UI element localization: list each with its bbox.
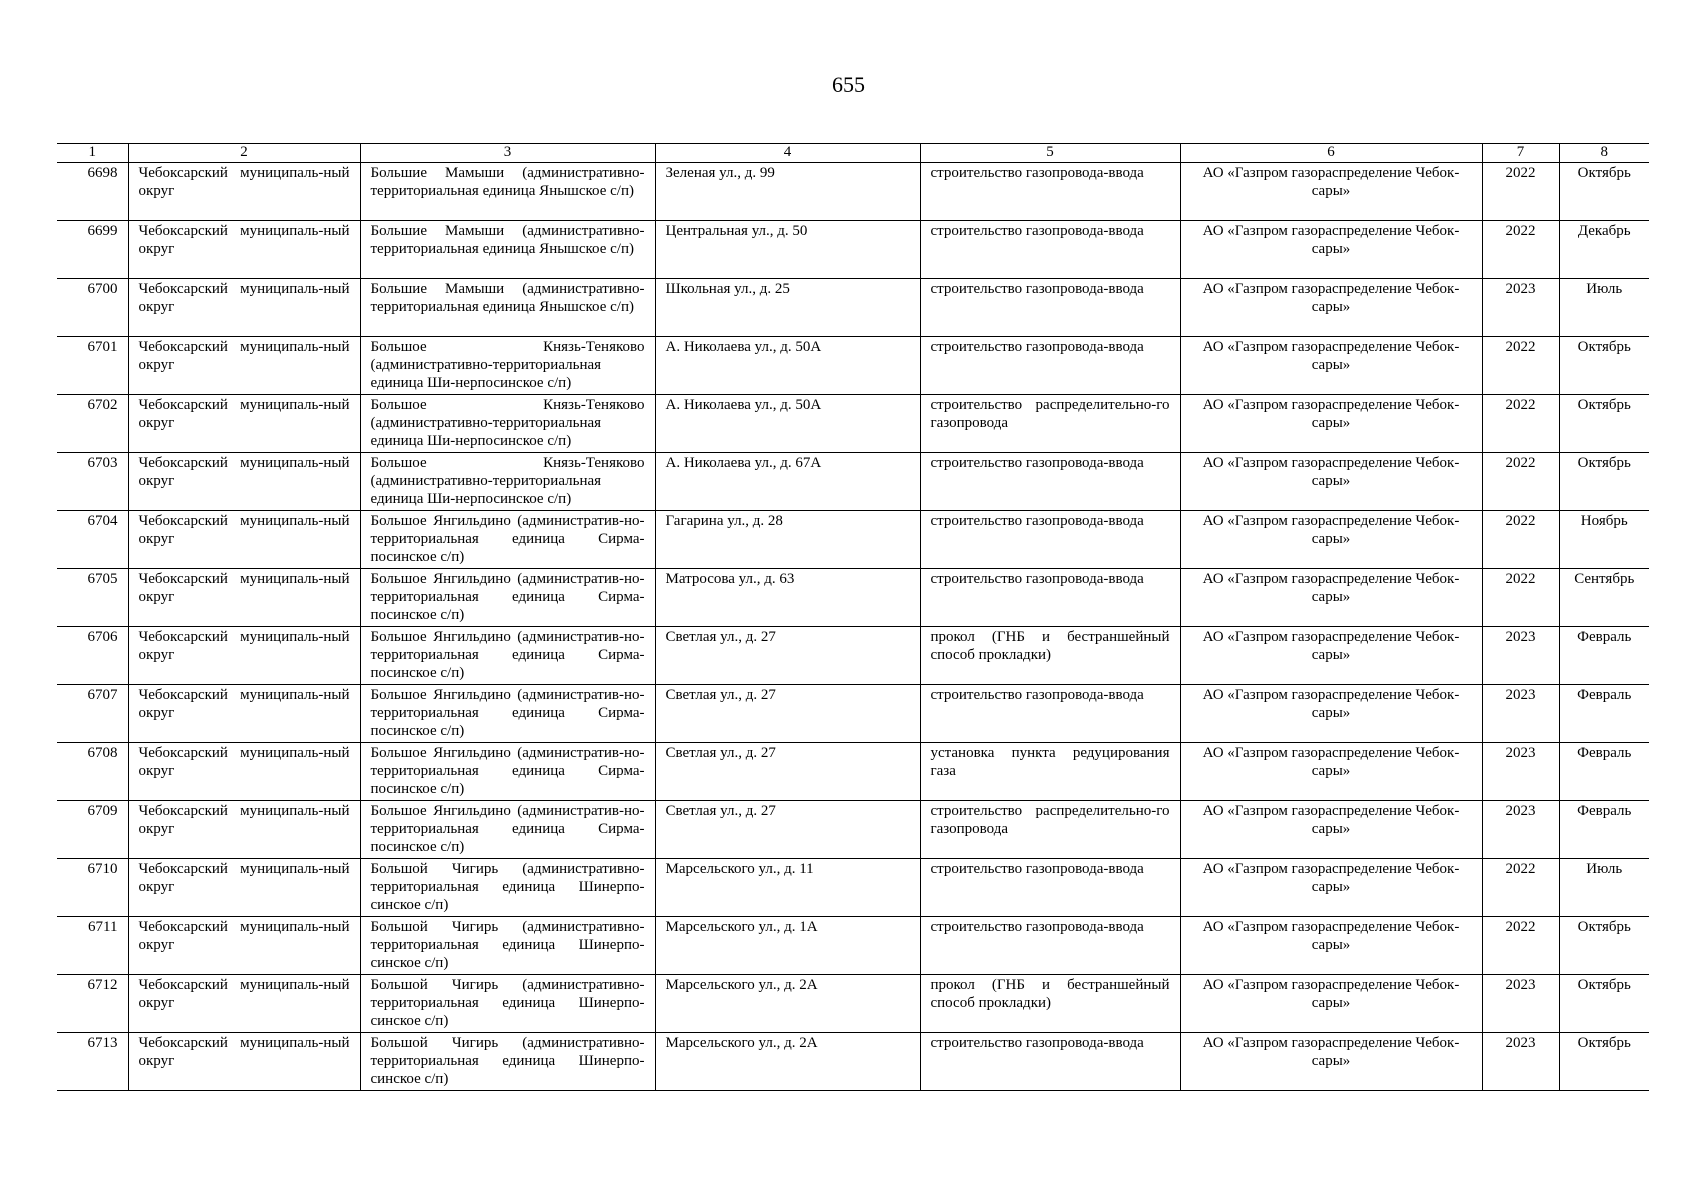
organization-cell: АО «Газпром газораспределение Чебок-сары» bbox=[1180, 279, 1482, 337]
address-cell: Зеленая ул., д. 99 bbox=[655, 163, 920, 221]
gas-works-table bbox=[57, 143, 1649, 1091]
month-cell: Октябрь bbox=[1559, 395, 1649, 453]
table-row bbox=[57, 975, 1649, 1033]
work-type-cell: строительство распределительно-го газопровода bbox=[920, 801, 1180, 859]
district-cell: Чебоксарский муниципаль-ный округ bbox=[128, 743, 360, 801]
organization-cell: АО «Газпром газораспределение Чебок-сары» bbox=[1180, 975, 1482, 1033]
month-cell: Февраль bbox=[1559, 627, 1649, 685]
locality-cell: Большое Князь-Теняково (административно-территориальная единица Ши-нерпосинское с/п) bbox=[360, 453, 655, 511]
district-cell: Чебоксарский муниципаль-ный округ bbox=[128, 917, 360, 975]
organization-cell: АО «Газпром газораспределение Чебок-сары» bbox=[1180, 221, 1482, 279]
month-cell: Октябрь bbox=[1559, 975, 1649, 1033]
locality-cell: Большое Янгильдино (административ-но-территориальная единица Сирма-посинское с/п) bbox=[360, 569, 655, 627]
row-number: 6702 bbox=[57, 395, 128, 453]
address-cell: Марсельского ул., д. 2А bbox=[655, 1033, 920, 1091]
locality-cell: Большое Янгильдино (административ-но-территориальная единица Сирма-посинское с/п) bbox=[360, 627, 655, 685]
work-type-cell: строительство газопровода-ввода bbox=[920, 917, 1180, 975]
year-cell: 2022 bbox=[1482, 221, 1559, 279]
year-cell: 2022 bbox=[1482, 511, 1559, 569]
locality-cell: Большое Янгильдино (административ-но-территориальная единица Сирма-посинское с/п) bbox=[360, 511, 655, 569]
locality-cell: Большой Чигирь (административно-территориальная единица Шинерпо-синское с/п) bbox=[360, 975, 655, 1033]
address-cell: Гагарина ул., д. 28 bbox=[655, 511, 920, 569]
row-number: 6705 bbox=[57, 569, 128, 627]
address-cell: Светлая ул., д. 27 bbox=[655, 685, 920, 743]
locality-cell: Большие Мамыши (административно-территориальная единица Янышское с/п) bbox=[360, 279, 655, 337]
table-row bbox=[57, 859, 1649, 917]
table-row bbox=[57, 279, 1649, 337]
column-header: 7 bbox=[1482, 144, 1559, 163]
district-cell: Чебоксарский муниципаль-ный округ bbox=[128, 221, 360, 279]
table-row bbox=[57, 221, 1649, 279]
column-header: 4 bbox=[655, 144, 920, 163]
row-number: 6703 bbox=[57, 453, 128, 511]
organization-cell: АО «Газпром газораспределение Чебок-сары» bbox=[1180, 569, 1482, 627]
table-row bbox=[57, 569, 1649, 627]
organization-cell: АО «Газпром газораспределение Чебок-сары» bbox=[1180, 743, 1482, 801]
work-type-cell: строительство распределительно-го газопровода bbox=[920, 395, 1180, 453]
table-row bbox=[57, 801, 1649, 859]
month-cell: Октябрь bbox=[1559, 337, 1649, 395]
year-cell: 2023 bbox=[1482, 743, 1559, 801]
column-header: 1 bbox=[57, 144, 128, 163]
address-cell: Матросова ул., д. 63 bbox=[655, 569, 920, 627]
work-type-cell: строительство газопровода-ввода bbox=[920, 569, 1180, 627]
district-cell: Чебоксарский муниципаль-ный округ bbox=[128, 569, 360, 627]
table-row bbox=[57, 395, 1649, 453]
month-cell: Сентябрь bbox=[1559, 569, 1649, 627]
locality-cell: Большой Чигирь (административно-территориальная единица Шинерпо-синское с/п) bbox=[360, 1033, 655, 1091]
district-cell: Чебоксарский муниципаль-ный округ bbox=[128, 163, 360, 221]
table-row bbox=[57, 627, 1649, 685]
row-number: 6710 bbox=[57, 859, 128, 917]
row-number: 6713 bbox=[57, 1033, 128, 1091]
organization-cell: АО «Газпром газораспределение Чебок-сары» bbox=[1180, 511, 1482, 569]
organization-cell: АО «Газпром газораспределение Чебок-сары» bbox=[1180, 627, 1482, 685]
table-row bbox=[57, 743, 1649, 801]
work-type-cell: установка пункта редуцирования газа bbox=[920, 743, 1180, 801]
work-type-cell: строительство газопровода-ввода bbox=[920, 1033, 1180, 1091]
locality-cell: Большое Янгильдино (административ-но-территориальная единица Сирма-посинское с/п) bbox=[360, 685, 655, 743]
row-number: 6699 bbox=[57, 221, 128, 279]
month-cell: Июль bbox=[1559, 279, 1649, 337]
district-cell: Чебоксарский муниципаль-ный округ bbox=[128, 801, 360, 859]
month-cell: Ноябрь bbox=[1559, 511, 1649, 569]
year-cell: 2023 bbox=[1482, 627, 1559, 685]
column-header: 3 bbox=[360, 144, 655, 163]
address-cell: А. Николаева ул., д. 67А bbox=[655, 453, 920, 511]
work-type-cell: строительство газопровода-ввода bbox=[920, 511, 1180, 569]
address-cell: Светлая ул., д. 27 bbox=[655, 801, 920, 859]
work-type-cell: прокол (ГНБ и бестраншейный способ прокладки) bbox=[920, 975, 1180, 1033]
district-cell: Чебоксарский муниципаль-ный округ bbox=[128, 1033, 360, 1091]
district-cell: Чебоксарский муниципаль-ный округ bbox=[128, 511, 360, 569]
organization-cell: АО «Газпром газораспределение Чебок-сары» bbox=[1180, 1033, 1482, 1091]
year-cell: 2022 bbox=[1482, 453, 1559, 511]
locality-cell: Большой Чигирь (административно-территориальная единица Шинерпо-синское с/п) bbox=[360, 917, 655, 975]
work-type-cell: строительство газопровода-ввода bbox=[920, 279, 1180, 337]
work-type-cell: прокол (ГНБ и бестраншейный способ прокладки) bbox=[920, 627, 1180, 685]
locality-cell: Большие Мамыши (административно-территориальная единица Янышское с/п) bbox=[360, 221, 655, 279]
work-type-cell: строительство газопровода-ввода bbox=[920, 859, 1180, 917]
year-cell: 2023 bbox=[1482, 685, 1559, 743]
month-cell: Февраль bbox=[1559, 743, 1649, 801]
year-cell: 2022 bbox=[1482, 163, 1559, 221]
organization-cell: АО «Газпром газораспределение Чебок-сары» bbox=[1180, 859, 1482, 917]
address-cell: А. Николаева ул., д. 50А bbox=[655, 337, 920, 395]
column-number-row bbox=[57, 144, 1649, 163]
table-row bbox=[57, 685, 1649, 743]
row-number: 6698 bbox=[57, 163, 128, 221]
year-cell: 2023 bbox=[1482, 279, 1559, 337]
district-cell: Чебоксарский муниципаль-ный округ bbox=[128, 685, 360, 743]
organization-cell: АО «Газпром газораспределение Чебок-сары» bbox=[1180, 453, 1482, 511]
table-row bbox=[57, 453, 1649, 511]
row-number: 6706 bbox=[57, 627, 128, 685]
month-cell: Октябрь bbox=[1559, 163, 1649, 221]
row-number: 6709 bbox=[57, 801, 128, 859]
month-cell: Декабрь bbox=[1559, 221, 1649, 279]
work-type-cell: строительство газопровода-ввода bbox=[920, 163, 1180, 221]
locality-cell: Большой Чигирь (административно-территориальная единица Шинерпо-синское с/п) bbox=[360, 859, 655, 917]
row-number: 6711 bbox=[57, 917, 128, 975]
address-cell: Марсельского ул., д. 11 bbox=[655, 859, 920, 917]
organization-cell: АО «Газпром газораспределение Чебок-сары» bbox=[1180, 685, 1482, 743]
row-number: 6701 bbox=[57, 337, 128, 395]
table-row bbox=[57, 163, 1649, 221]
table-body bbox=[57, 163, 1649, 1091]
address-cell: А. Николаева ул., д. 50А bbox=[655, 395, 920, 453]
district-cell: Чебоксарский муниципаль-ный округ bbox=[128, 859, 360, 917]
month-cell: Октябрь bbox=[1559, 917, 1649, 975]
year-cell: 2023 bbox=[1482, 1033, 1559, 1091]
page-number: 655 bbox=[832, 72, 865, 97]
row-number: 6700 bbox=[57, 279, 128, 337]
address-cell: Центральная ул., д. 50 bbox=[655, 221, 920, 279]
organization-cell: АО «Газпром газораспределение Чебок-сары» bbox=[1180, 801, 1482, 859]
locality-cell: Большое Князь-Теняково (административно-территориальная единица Ши-нерпосинское с/п) bbox=[360, 337, 655, 395]
district-cell: Чебоксарский муниципаль-ный округ bbox=[128, 395, 360, 453]
month-cell: Июль bbox=[1559, 859, 1649, 917]
district-cell: Чебоксарский муниципаль-ный округ bbox=[128, 975, 360, 1033]
organization-cell: АО «Газпром газораспределение Чебок-сары» bbox=[1180, 917, 1482, 975]
work-type-cell: строительство газопровода-ввода bbox=[920, 221, 1180, 279]
table-row bbox=[57, 1033, 1649, 1091]
year-cell: 2022 bbox=[1482, 395, 1559, 453]
address-cell: Светлая ул., д. 27 bbox=[655, 627, 920, 685]
month-cell: Октябрь bbox=[1559, 1033, 1649, 1091]
month-cell: Февраль bbox=[1559, 801, 1649, 859]
address-cell: Марсельского ул., д. 2А bbox=[655, 975, 920, 1033]
locality-cell: Большое Янгильдино (административ-но-территориальная единица Сирма-посинское с/п) bbox=[360, 801, 655, 859]
organization-cell: АО «Газпром газораспределение Чебок-сары» bbox=[1180, 163, 1482, 221]
column-header: 8 bbox=[1559, 144, 1649, 163]
district-cell: Чебоксарский муниципаль-ный округ bbox=[128, 453, 360, 511]
district-cell: Чебоксарский муниципаль-ный округ bbox=[128, 279, 360, 337]
year-cell: 2023 bbox=[1482, 975, 1559, 1033]
month-cell: Февраль bbox=[1559, 685, 1649, 743]
column-header: 6 bbox=[1180, 144, 1482, 163]
year-cell: 2022 bbox=[1482, 859, 1559, 917]
table-row bbox=[57, 337, 1649, 395]
work-type-cell: строительство газопровода-ввода bbox=[920, 453, 1180, 511]
row-number: 6707 bbox=[57, 685, 128, 743]
row-number: 6708 bbox=[57, 743, 128, 801]
year-cell: 2023 bbox=[1482, 801, 1559, 859]
column-header: 2 bbox=[128, 144, 360, 163]
column-header: 5 bbox=[920, 144, 1180, 163]
address-cell: Марсельского ул., д. 1А bbox=[655, 917, 920, 975]
organization-cell: АО «Газпром газораспределение Чебок-сары» bbox=[1180, 337, 1482, 395]
table-row bbox=[57, 511, 1649, 569]
address-cell: Светлая ул., д. 27 bbox=[655, 743, 920, 801]
row-number: 6704 bbox=[57, 511, 128, 569]
year-cell: 2022 bbox=[1482, 337, 1559, 395]
address-cell: Школьная ул., д. 25 bbox=[655, 279, 920, 337]
work-type-cell: строительство газопровода-ввода bbox=[920, 685, 1180, 743]
year-cell: 2022 bbox=[1482, 569, 1559, 627]
table-row bbox=[57, 917, 1649, 975]
work-type-cell: строительство газопровода-ввода bbox=[920, 337, 1180, 395]
year-cell: 2022 bbox=[1482, 917, 1559, 975]
locality-cell: Большие Мамыши (административно-территориальная единица Янышское с/п) bbox=[360, 163, 655, 221]
locality-cell: Большое Янгильдино (административ-но-территориальная единица Сирма-посинское с/п) bbox=[360, 743, 655, 801]
district-cell: Чебоксарский муниципаль-ный округ bbox=[128, 337, 360, 395]
organization-cell: АО «Газпром газораспределение Чебок-сары» bbox=[1180, 395, 1482, 453]
month-cell: Октябрь bbox=[1559, 453, 1649, 511]
row-number: 6712 bbox=[57, 975, 128, 1033]
locality-cell: Большое Князь-Теняково (административно-территориальная единица Ши-нерпосинское с/п) bbox=[360, 395, 655, 453]
district-cell: Чебоксарский муниципаль-ный округ bbox=[128, 627, 360, 685]
